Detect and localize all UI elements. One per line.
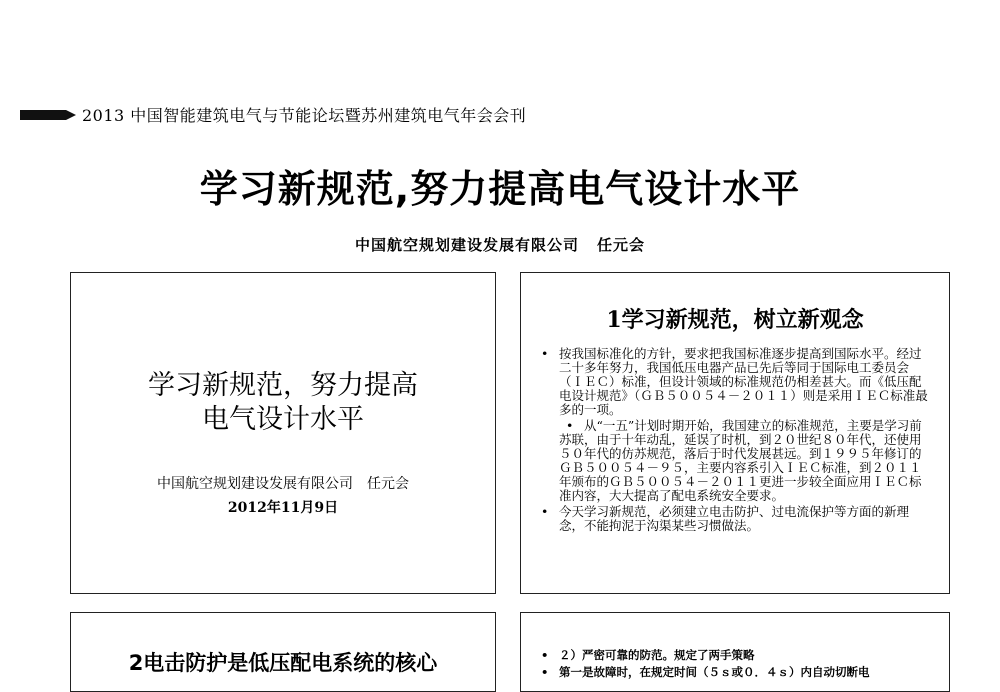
header-bar-marker — [20, 110, 66, 120]
slide-title — [70, 272, 496, 594]
bullet-list — [539, 647, 933, 681]
bullet-list — [539, 347, 933, 535]
slide-shock-protection — [70, 612, 496, 692]
slide-org-author: 中国航空规划建设发展有限公司 任元会 — [157, 476, 409, 492]
bullet-item: • 今天学习新规范，必须建立电击防护、过电流保护等方面的新理念，不能拘泥于沟渠某些习惯做法。 — [539, 505, 933, 533]
slide-title-line-1: 学习新规范，努力提高 — [148, 370, 418, 401]
slide-protection-strategy — [520, 612, 950, 692]
slide-title-line-2: 电气设计水平 — [202, 404, 364, 435]
byline — [0, 234, 1000, 255]
bullet-item: • 第一是故障时，在规定时间（５ｓ或０．４ｓ）内自动切断电 — [539, 664, 933, 681]
slide-heading: 1学习新规范，树立新观念 — [606, 307, 864, 333]
slide-title-heading — [71, 369, 495, 437]
author-org: 中国航空规划建设发展有限公司 — [354, 236, 579, 254]
article-title: 学习新规范,努力提高电气设计水平 — [199, 167, 801, 211]
author-name: 任元会 — [597, 236, 646, 254]
journal-header — [20, 103, 526, 126]
slide-heading: 2电击防护是低压配电系统的核心 — [128, 651, 438, 675]
slide-new-concepts — [520, 272, 950, 594]
bullet-item: • ２）严密可靠的防范。规定了两手策略 — [539, 647, 933, 664]
slide-date: 2012年11月9日 — [227, 500, 339, 516]
bullet-item: • 按我国标准化的方针，要求把我国标准逐步提高到国际水平。经过二十多年努力，我国低压电器产品已先后等同于国际电工委员会（ＩＥＣ）标准，但设计领域的标准规范仍相差甚大。而《低压配电设计规范》（ＧＢ５００５４－２０１１）则是采用ＩＥＣ标准最多的一项。 — [539, 347, 933, 417]
bullet-item: • 从“一五”计划时期开始，我国建立的标准规范，主要是学习前苏联，由于十年动乱，延误了时机，到２０世纪８０年代，还使用５０年代的仿苏规范，落后于时代发展甚远。到１９９５年修订的ＧＢ５００５４－９５，主要内容系引入ＩＥＣ标准，到２０１１年颁布的ＧＢ５００５４－２０１１更进一步较全面应用ＩＥＣ标准内容，大大提高了配电系统安全要求。 — [539, 419, 933, 503]
journal-title: 2013 中国智能建筑电气与节能论坛暨苏州建筑电气年会会刊 — [82, 106, 527, 125]
